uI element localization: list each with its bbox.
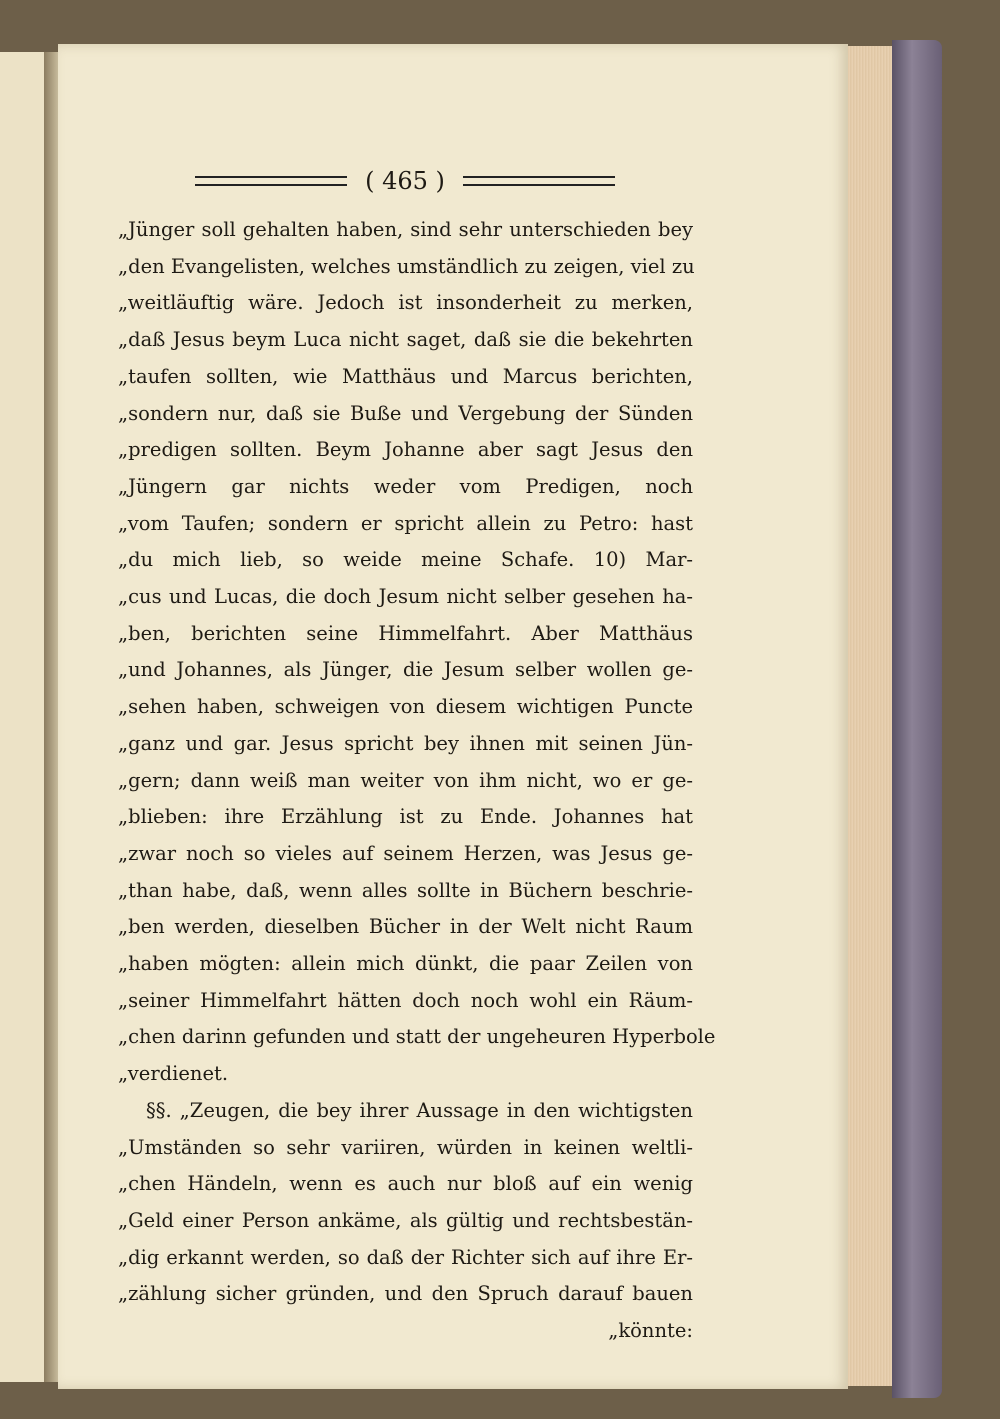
text-line: „haben mögten: allein mich dünkt, die paar Zeilen von	[118, 952, 693, 976]
page-number: ( 465 )	[365, 167, 445, 195]
text-line: „ganz und gar. Jesus spricht bey ihnen mit seinen Jün-	[118, 731, 693, 755]
text-line: „den Evangelisten, welches umständlich zu zeigen, viel zu	[118, 254, 695, 278]
text-line: „weitläuftig wäre. Jedoch ist insonderheit zu merken,	[118, 291, 693, 315]
text-line: „blieben: ihre Erzählung ist zu Ende. Johannes hat	[118, 805, 693, 829]
text-line: „chen Händeln, wenn es auch nur bloß auf ein wenig	[118, 1172, 693, 1196]
text-line: „cus und Lucas, die doch Jesum nicht selber gesehen ha-	[118, 585, 693, 609]
text-line: „gern; dann weiß man weiter von ihm nicht, wo er ge-	[118, 768, 693, 792]
text-line: „Geld einer Person ankäme, als gültig und rechtsbestän-	[118, 1208, 693, 1232]
text-line: „verdienet.	[118, 1062, 229, 1086]
text-line: „chen darinn gefunden und statt der ungeheuren Hyperbole	[118, 1025, 716, 1049]
text-line: „Jüngern gar nichts weder vom Predigen, noch	[118, 474, 693, 498]
text-line: „du mich lieb, so weide meine Schafe. 10) Mar-	[118, 548, 693, 572]
text-line: „zwar noch so vieles auf seinem Herzen, was Jesus ge-	[118, 841, 693, 865]
paragraph-start-line: §§. „Zeugen, die bey ihrer Aussage in den wichtigsten	[146, 1098, 693, 1122]
text-line: „sondern nur, daß sie Buße und Vergebung der Sünden	[118, 401, 693, 425]
text-line: „Umständen so sehr variiren, würden in keinen weltli-	[118, 1135, 693, 1159]
body-text	[118, 212, 716, 1350]
book-cover	[892, 40, 942, 1398]
text-line: „sehen haben, schweigen von diesem wichtigen Puncte	[118, 695, 693, 719]
text-line: „taufen sollten, wie Matthäus und Marcus berichten,	[118, 364, 693, 388]
text-line: „ben werden, dieselben Bücher in der Welt nicht Raum	[118, 915, 693, 939]
catchword: „könnte:	[608, 1319, 693, 1343]
text-line: „predigen sollten. Beym Johanne aber sagt Jesus den	[118, 438, 693, 462]
header-rule-left	[195, 176, 347, 186]
text-line: „daß Jesus beym Luca nicht saget, daß sie die bekehrten	[118, 328, 693, 352]
page-block-edges	[842, 46, 892, 1386]
text-line: „zählung sicher gründen, und den Spruch darauf bauen	[118, 1282, 693, 1306]
text-line: „than habe, daß, wenn alles sollte in Büchern beschrie-	[118, 878, 693, 902]
text-line: „vom Taufen; sondern er spricht allein zu Petro: hast	[118, 511, 693, 535]
text-line: „seiner Himmelfahrt hätten doch noch wohl ein Räum-	[118, 988, 693, 1012]
page-header	[195, 166, 615, 196]
text-line: „und Johannes, als Jünger, die Jesum selber wollen ge-	[118, 658, 693, 682]
text-line: „dig erkannt werden, so daß der Richter sich auf ihre Er-	[118, 1245, 693, 1269]
header-rule-right	[463, 176, 615, 186]
text-line: „Jünger soll gehalten haben, sind sehr unterschieden bey	[118, 218, 693, 241]
left-page-edge	[0, 52, 46, 1382]
text-line: „ben, berichten seine Himmelfahrt. Aber Matthäus	[118, 621, 693, 645]
